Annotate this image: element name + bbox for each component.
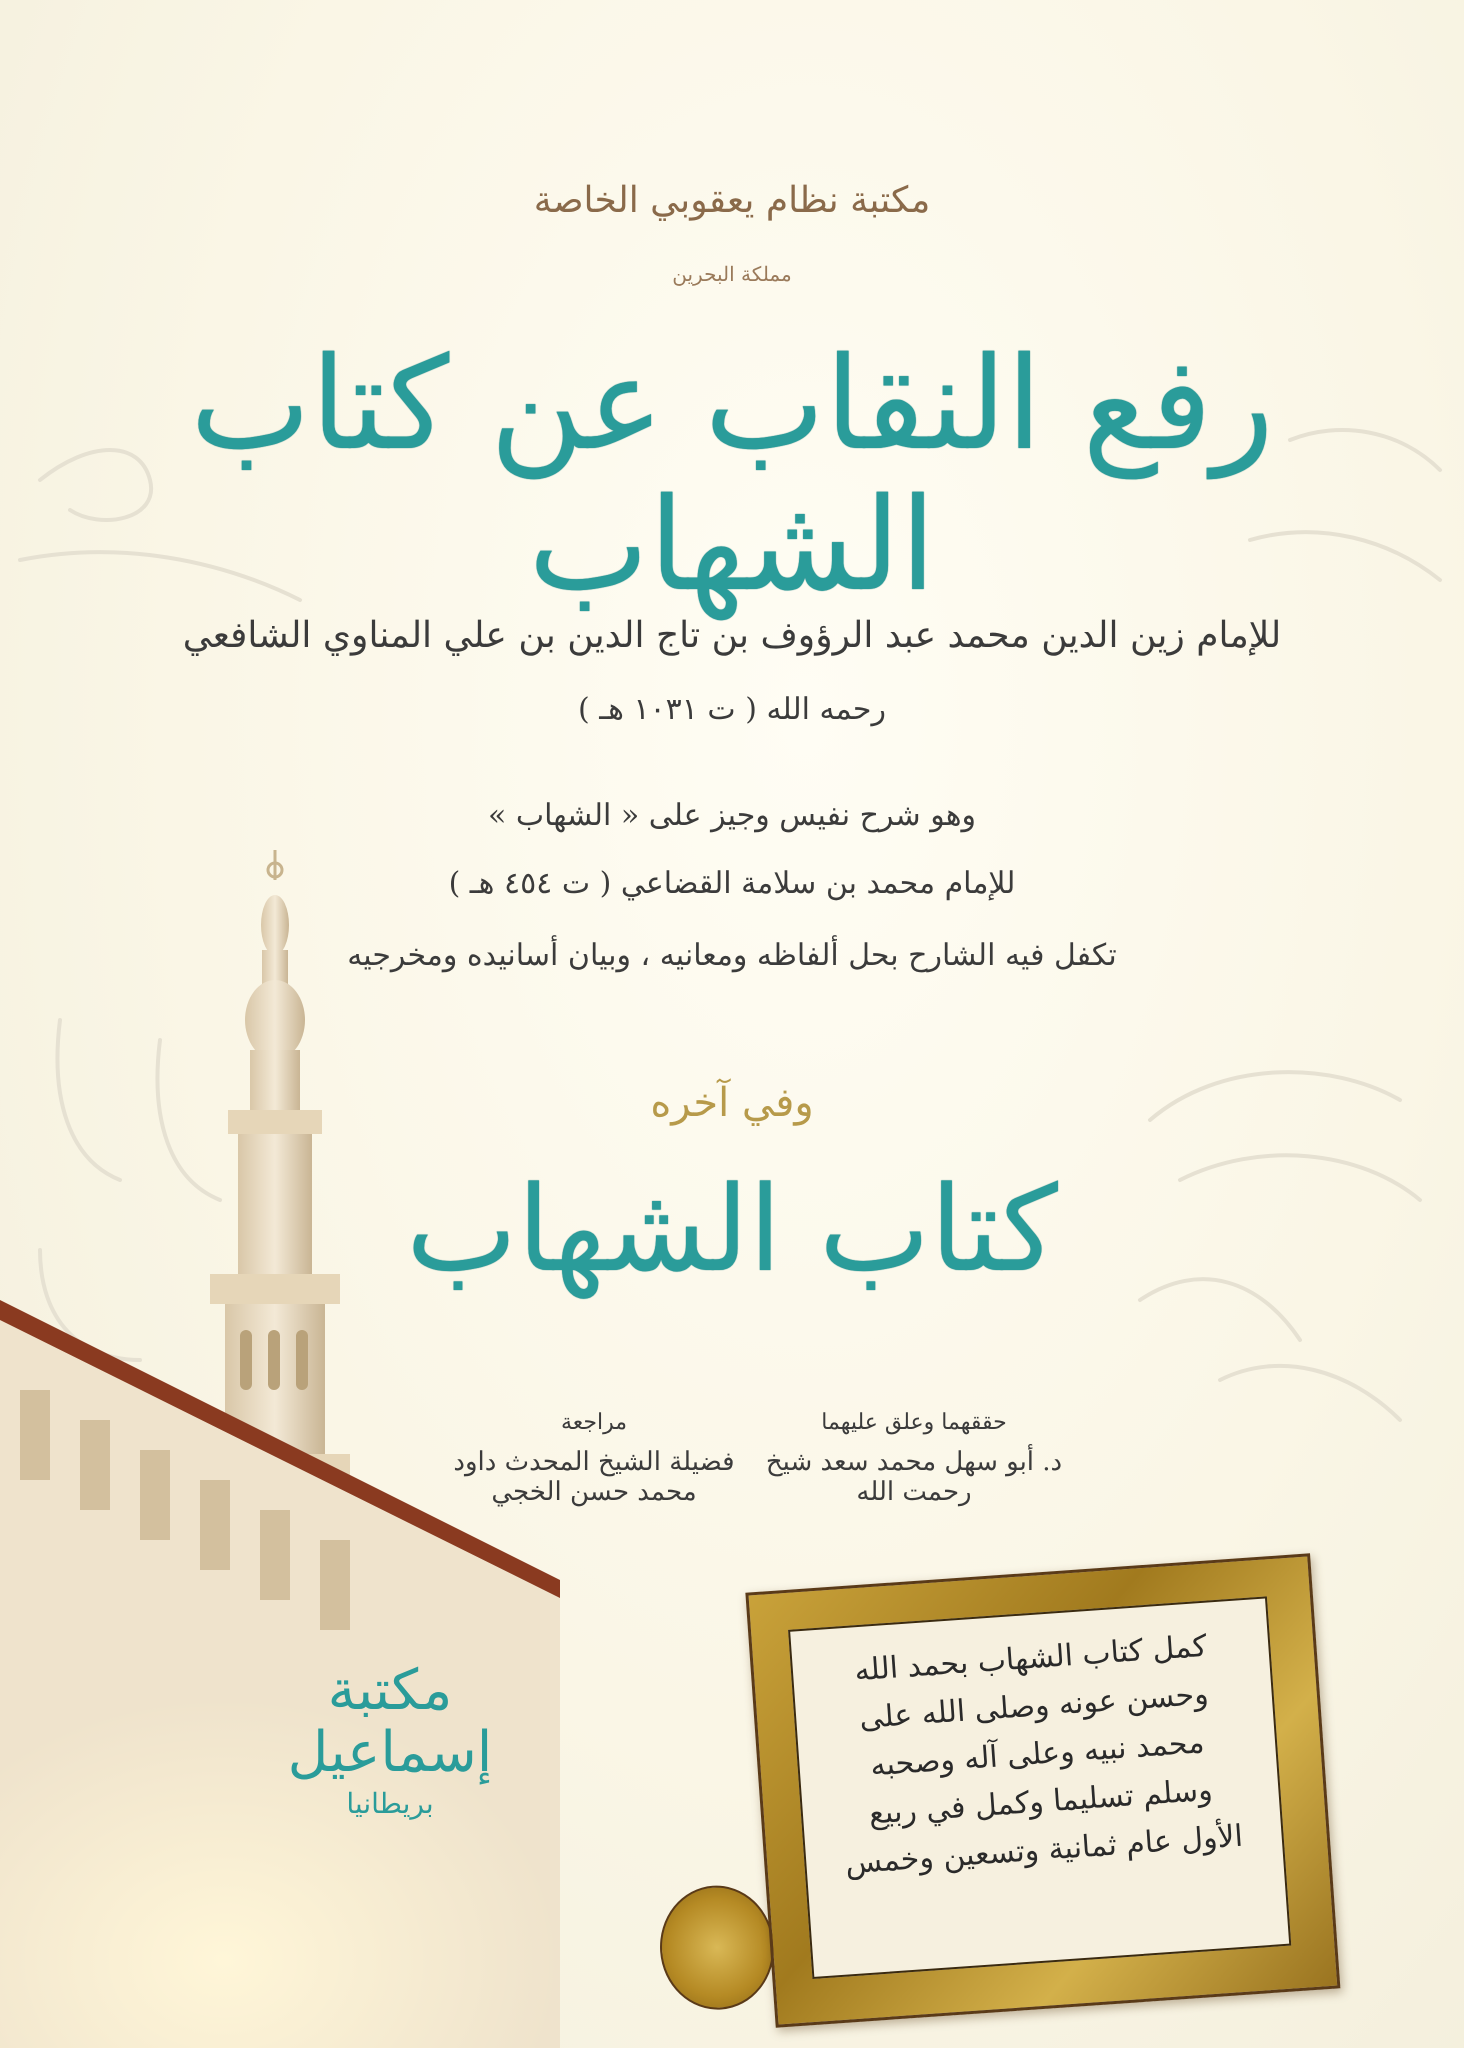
editor-name: د. أبو سهل محمد سعد شيخ رحمت الله <box>765 1447 1063 1507</box>
reviewer-credit <box>424 1410 764 1507</box>
manuscript-line: وحسن عونه وصلى الله على <box>858 1676 1210 1737</box>
appendix-title: كتاب الشهاب <box>406 1160 1058 1298</box>
bottom-publisher-country: بريطانيا <box>346 1787 434 1821</box>
publisher-name: مكتبة نظام يعقوبي الخاصة <box>533 180 931 221</box>
manuscript-line: الأول عام ثمانية وتسعين وخمس <box>844 1818 1244 1882</box>
author-line: للإمام زين الدين محمد عبد الرؤوف بن تاج الدين بن علي المناوي الشافعي <box>182 615 1282 656</box>
manuscript-line: محمد نبيه وعلى آله وصحبه <box>869 1725 1206 1784</box>
publisher-location: مملكة البحرين <box>672 262 792 286</box>
bottom-publisher <box>260 1660 520 1820</box>
editor-credit <box>764 1410 1064 1507</box>
description-line-1: وهو شرح نفيس وجيز على « الشهاب » <box>487 798 977 833</box>
editor-label: حققهما وعلق عليهما <box>821 1410 1007 1435</box>
description-line-2: للإمام محمد بن سلامة القضاعي ( ت ٤٥٤ هـ ) <box>448 866 1016 901</box>
reviewer-name: فضيلة الشيخ المحدث داود محمد حسن الخجي <box>453 1447 735 1507</box>
manuscript-text <box>810 1620 1266 1890</box>
bottom-publisher-name: مكتبة إسماعيل <box>287 1658 493 1785</box>
main-title: رفع النقاب عن كتاب الشهاب <box>190 330 1274 620</box>
author-death: رحمه الله ( ت ١٠٣١ هـ ) <box>578 692 886 727</box>
reviewer-label: مراجعة <box>560 1410 628 1435</box>
appendix-label: وفي آخره <box>650 1080 814 1126</box>
description-line-3: تكفل فيه الشارح بحل ألفاظه ومعانيه ، وبيان أسانيده ومخرجيه <box>347 938 1117 973</box>
manuscript-colophon <box>745 1552 1354 2031</box>
manuscript-line: كمل كتاب الشهاب بحمد الله <box>853 1628 1208 1689</box>
manuscript-line: وسلم تسليما وكمل في ربيع <box>867 1772 1214 1832</box>
